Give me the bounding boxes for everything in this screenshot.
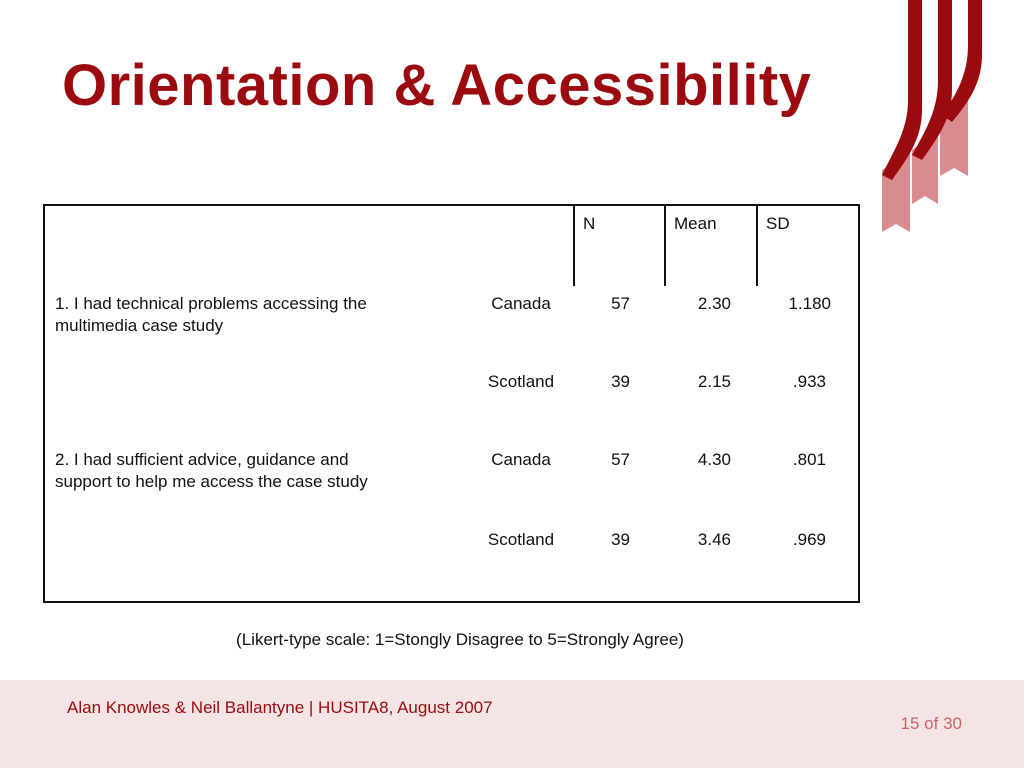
question-line: 2. I had sufficient advice, guidance and [55, 450, 349, 469]
mean-cell: 3.46 [697, 530, 731, 549]
mean-cell: 2.30 [697, 294, 731, 313]
n-cell: 57 [611, 294, 630, 313]
header-separator [573, 206, 575, 286]
sd-cell: 1.180 [788, 294, 831, 313]
footer-bar [0, 680, 1024, 768]
header-sd: SD [766, 214, 790, 233]
decorative-ribbons-logo [872, 0, 992, 240]
sd-cell: .801 [792, 450, 826, 469]
question-cell [55, 293, 475, 337]
sd-cell: .969 [792, 530, 826, 549]
mean-cell: 4.30 [697, 450, 731, 469]
header-mean: Mean [674, 214, 717, 233]
header-n: N [583, 214, 596, 233]
question-line: 1. I had technical problems accessing the [55, 294, 367, 313]
n-cell: 39 [611, 530, 630, 549]
results-table [43, 204, 860, 603]
country-cell: Canada [491, 450, 551, 469]
country-cell: Scotland [487, 372, 555, 391]
mean-cell: 2.15 [697, 372, 731, 391]
footer-authors: Alan Knowles & Neil Ballantyne | HUSITA8, August 2007 [67, 698, 493, 717]
question-cell [55, 449, 475, 493]
question-line: multimedia case study [55, 316, 224, 335]
header-separator [756, 206, 758, 286]
sd-cell: .933 [792, 372, 826, 391]
header-separator [664, 206, 666, 286]
question-line: support to help me access the case study [55, 472, 368, 491]
page-number: 15 of 30 [900, 714, 962, 733]
country-cell: Canada [491, 294, 551, 313]
slide-title: Orientation & Accessibility [62, 53, 812, 118]
n-cell: 39 [611, 372, 630, 391]
country-cell: Scotland [487, 530, 555, 549]
n-cell: 57 [611, 450, 630, 469]
scale-caption: (Likert-type scale: 1=Stongly Disagree to 5=Strongly Agree) [236, 630, 684, 649]
